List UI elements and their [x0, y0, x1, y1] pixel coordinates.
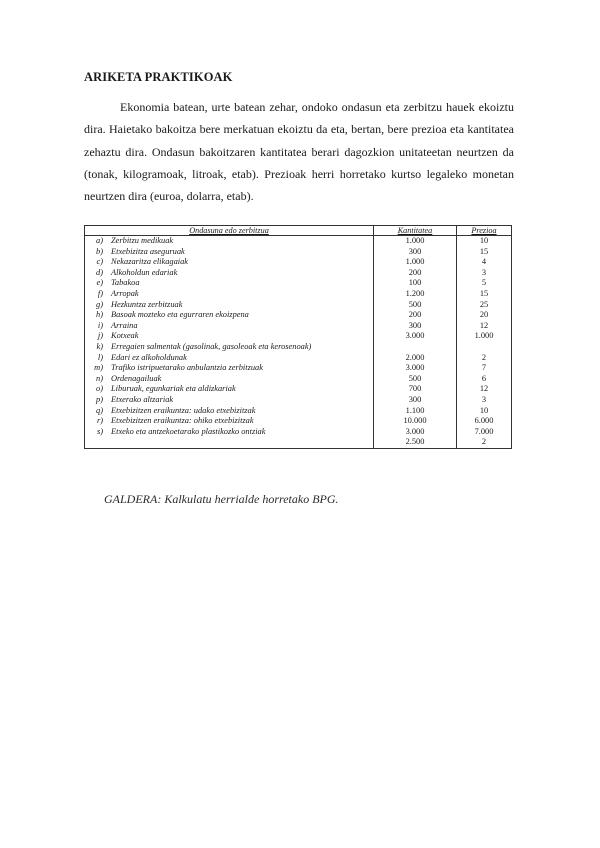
header-item: Ondasuna edo zerbitzua: [85, 226, 374, 236]
row-item-name: Tabakoa: [109, 278, 374, 289]
row-item-name: Erregaien salmentak (gasolinak, gasoleoak eta kerosenoak): [109, 342, 374, 353]
table-row: [85, 406, 512, 417]
row-quantity: 700: [374, 384, 457, 395]
table-row: [85, 374, 512, 385]
table-row: [85, 437, 512, 448]
row-letter: d): [85, 268, 110, 279]
row-letter: a): [85, 236, 110, 247]
row-letter: j): [85, 331, 110, 342]
table-row: [85, 268, 512, 279]
row-quantity: 200: [374, 310, 457, 321]
row-item-name: Etxerako altzariak: [109, 395, 374, 406]
row-letter: g): [85, 300, 110, 311]
row-quantity: 1.100: [374, 406, 457, 417]
row-price: 10: [457, 236, 512, 247]
row-letter: r): [85, 416, 110, 427]
row-letter: q): [85, 406, 110, 417]
row-quantity: 10.000: [374, 416, 457, 427]
row-quantity: 3.000: [374, 427, 457, 438]
row-item-name: Trafiko istripuetarako anbulantzia zerbitzuak: [109, 363, 374, 374]
row-letter: k): [85, 342, 110, 353]
row-letter: b): [85, 247, 110, 258]
row-letter: f): [85, 289, 110, 300]
row-quantity: 300: [374, 247, 457, 258]
row-letter: [85, 437, 110, 448]
row-quantity: 500: [374, 300, 457, 311]
row-price: 12: [457, 384, 512, 395]
row-item-name: Nekazaritza elikagaiak: [109, 257, 374, 268]
row-quantity: 2.000: [374, 353, 457, 364]
row-price: 5: [457, 278, 512, 289]
table-row: [85, 257, 512, 268]
row-quantity: 1.200: [374, 289, 457, 300]
row-letter: l): [85, 353, 110, 364]
row-quantity: 1.000: [374, 236, 457, 247]
intro-paragraph: Ekonomia batean, urte batean zehar, ondoko ondasun eta zerbitzu hauek ekoiztu dira. Haietako bakoitza bere merkatuan ekoiztu da eta, bertan, bere prezioa eta kantitatea zehaztu dira. Ondasun bakoitzaren kantitatea berari dagozkion unitateetan neurtzen da (tonak, kilogramoak, litroak, etab). Prezioak herri horretako kurtso legaleko monetan neurtzen dira (euroa, dolarra, etab).: [84, 100, 514, 204]
goods-table: [84, 225, 512, 449]
header-quantity: Kantitatea: [374, 226, 457, 236]
row-quantity: 200: [374, 268, 457, 279]
row-item-name: Zerbitzu medikuak: [109, 236, 374, 247]
row-quantity: 3.000: [374, 331, 457, 342]
row-price: 1.000: [457, 331, 512, 342]
row-item-name: Edari ez alkoholdunak: [109, 353, 374, 364]
row-item-name: Hezkuntza zerbitzuak: [109, 300, 374, 311]
table-row: [85, 321, 512, 332]
row-quantity: 2.500: [374, 437, 457, 448]
row-letter: c): [85, 257, 110, 268]
row-price: 7: [457, 363, 512, 374]
row-price: 4: [457, 257, 512, 268]
table-row: [85, 278, 512, 289]
row-price: 6: [457, 374, 512, 385]
row-price: 7.000: [457, 427, 512, 438]
row-price: 10: [457, 406, 512, 417]
row-price: 20: [457, 310, 512, 321]
row-quantity: 1.000: [374, 257, 457, 268]
row-price: 2: [457, 353, 512, 364]
row-price: 2: [457, 437, 512, 448]
table-row: [85, 300, 512, 311]
row-quantity: 100: [374, 278, 457, 289]
table-header-row: [85, 226, 512, 236]
table-row: [85, 363, 512, 374]
table-row: [85, 384, 512, 395]
page-title: ARIKETA PRAKTIKOAK: [84, 70, 233, 84]
row-quantity: 500: [374, 374, 457, 385]
table-row: [85, 395, 512, 406]
question-text: GALDERA: Kalkulatu herrialde horretako BPG.: [104, 492, 339, 506]
row-item-name: [109, 437, 374, 448]
row-letter: s): [85, 427, 110, 438]
row-price: 3: [457, 268, 512, 279]
row-price: 12: [457, 321, 512, 332]
header-price: Prezioa: [457, 226, 512, 236]
table-body: [85, 236, 512, 449]
row-item-name: Etxebizitzen eraikuntza: udako etxebizitzak: [109, 406, 374, 417]
row-letter: p): [85, 395, 110, 406]
row-item-name: Etxeko eta antzekoetarako plastikozko ontziak: [109, 427, 374, 438]
table-row: [85, 416, 512, 427]
row-letter: e): [85, 278, 110, 289]
row-item-name: Arropak: [109, 289, 374, 300]
row-quantity: 300: [374, 321, 457, 332]
row-item-name: Basoak mozteko eta egurraren ekoizpena: [109, 310, 374, 321]
table-row: [85, 310, 512, 321]
row-quantity: 3.000: [374, 363, 457, 374]
row-letter: h): [85, 310, 110, 321]
row-price: 15: [457, 247, 512, 258]
row-price: 3: [457, 395, 512, 406]
row-quantity: 300: [374, 395, 457, 406]
table-row: [85, 236, 512, 247]
table-row: [85, 289, 512, 300]
row-letter: o): [85, 384, 110, 395]
row-letter: m): [85, 363, 110, 374]
table-row: [85, 427, 512, 438]
table-row: [85, 247, 512, 258]
row-item-name: Kotxeak: [109, 331, 374, 342]
row-item-name: Ordenagailuak: [109, 374, 374, 385]
row-item-name: Liburuak, egunkariak eta aldizkariak: [109, 384, 374, 395]
row-item-name: Alkoholdun edariak: [109, 268, 374, 279]
row-quantity: [374, 342, 457, 353]
row-letter: i): [85, 321, 110, 332]
table-row: [85, 342, 512, 353]
table-row: [85, 331, 512, 342]
row-letter: n): [85, 374, 110, 385]
row-price: 15: [457, 289, 512, 300]
row-item-name: Arraina: [109, 321, 374, 332]
row-item-name: Etxebizitzen eraikuntza: ohiko etxebizitzak: [109, 416, 374, 427]
row-price: [457, 342, 512, 353]
row-item-name: Etxebizitza aseguruak: [109, 247, 374, 258]
table-row: [85, 353, 512, 364]
row-price: 25: [457, 300, 512, 311]
row-price: 6.000: [457, 416, 512, 427]
